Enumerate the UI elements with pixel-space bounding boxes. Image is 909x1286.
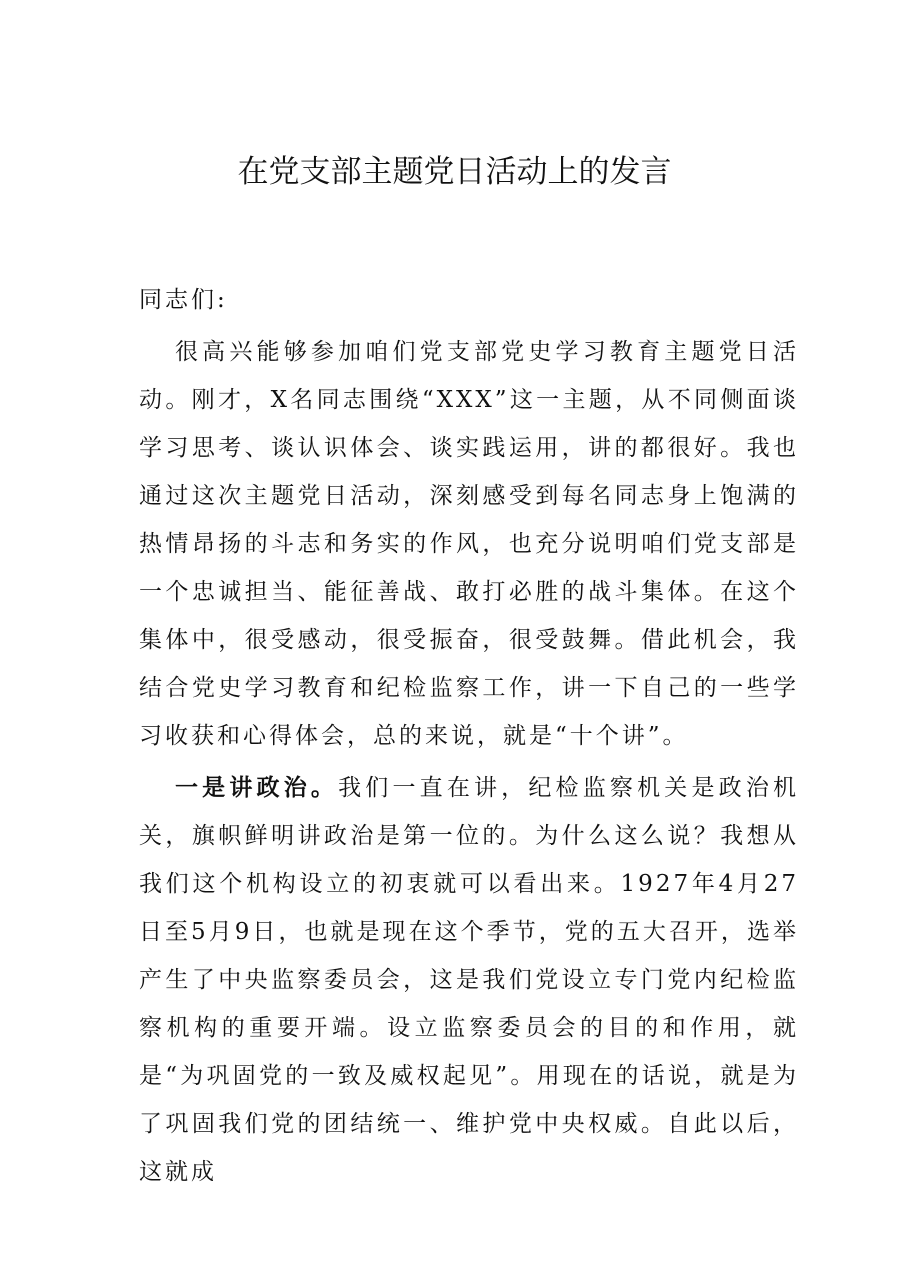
salutation: 同志们: bbox=[139, 287, 228, 313]
page-title: 在党支部主题党日活动上的发言 bbox=[237, 154, 672, 190]
paragraph-text: 我们一直在讲，纪检监察机关是政治机关，旗帜鲜明讲政治是第一位的。为什么这么说？我想从我们这个机构设立的初衷就可以看出来。1927年4月27日至5月9日，也就是现在这个季节，党的五大召开，选举产生了中央监察委员会，这是我们党设立专门党内纪检监察机构的重要开端。设立监察委员会的目的和作用，就是“为巩固党的一致及威权起见”。用现在的话说，就是为了巩固我们党的团结统一、维护党中央权威。自此以后，这就成 bbox=[139, 775, 800, 1185]
document-body bbox=[139, 276, 799, 1200]
paragraph-lead-heading: 一是讲政治。 bbox=[175, 775, 339, 801]
paragraph-point-one bbox=[139, 764, 799, 1196]
paragraph-text: 很高兴能够参加咱们党支部党史学习教育主题党日活动。刚才，X名同志围绕“XXX”这一主题，从不同侧面谈学习思考、谈认识体会、谈实践运用，讲的都很好。我也通过这次主题党日活动，深刻感受到每名同志身上饱满的热情昂扬的斗志和务实的作风，也充分说明咱们党支部是一个忠诚担当、能征善战、敢打必胜的战斗集体。在这个集体中，很受感动，很受振奋，很受鼓舞。借此机会，我结合党史学习教育和纪检监察工作，讲一下自己的一些学习收获和心得体会，总的来说，就是“十个讲”。 bbox=[139, 339, 799, 749]
paragraph-opening bbox=[139, 328, 799, 760]
